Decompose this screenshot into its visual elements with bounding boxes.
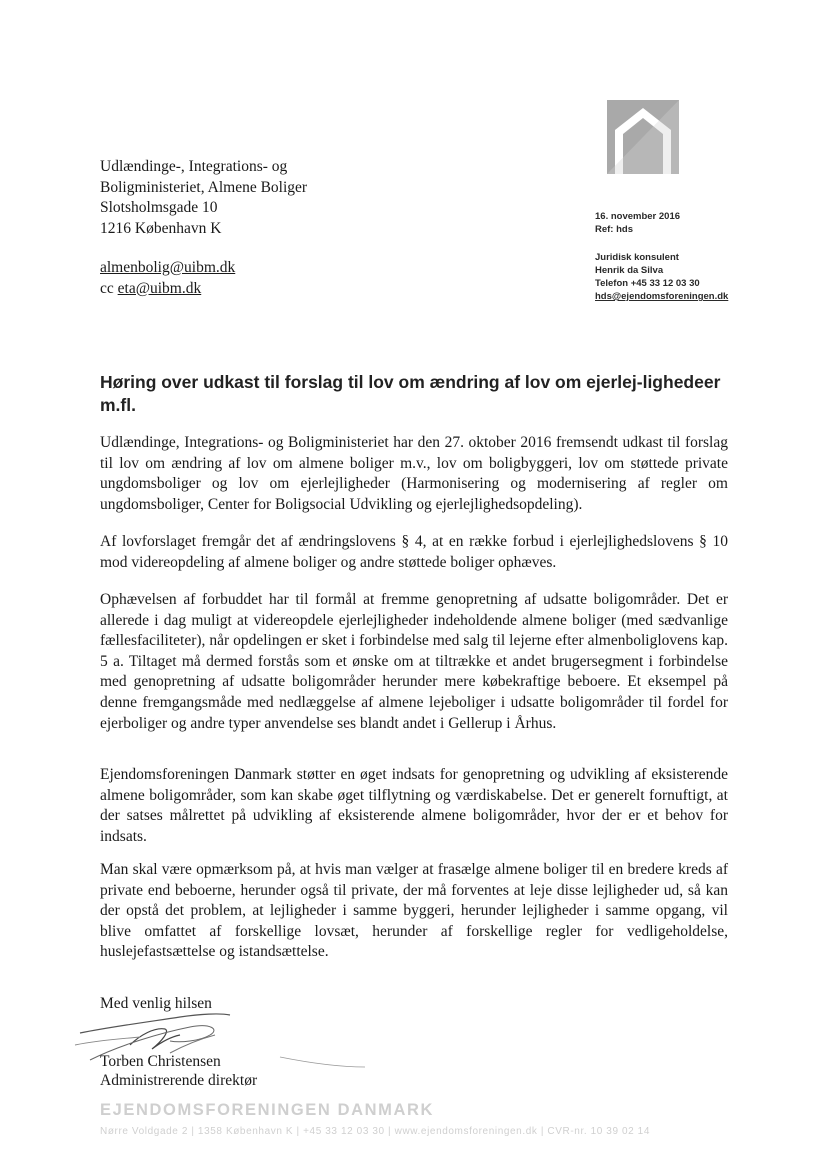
signer-name: Torben Christensen [100,1053,221,1070]
body-paragraph: Af lovforslaget fremgår det af ændringslovens § 4, at en række forbud i ejerlejlighedslovens § 10 mod videreopdeling af almene boliger og andre støttede boliger ophæves. [100,533,728,571]
footer-address: Nørre Voldgade 2 | 1358 København K | +45 33 12 03 30 | www.ejendomsforeningen.dk | CVR-nr. 10 39 02 14 [100,1126,651,1137]
letter-date: 16. november 2016 [595,211,681,222]
cc-prefix: cc [100,279,118,297]
contact-phone: Telefon +45 33 12 03 30 [595,278,700,289]
recipient-line: Slotsholmsgade 10 [100,199,218,216]
footer-organization: EJENDOMSFORENINGEN DANMARK [100,1101,435,1119]
contact-email-link[interactable]: hds@ejendomsforeningen.dk [595,291,729,302]
body-paragraph: Ejendomsforeningen Danmark støtter en øget indsats for genopretning og udvikling af eksisterende almene boligområder, som kan skabe øget tilflytning og værdiskabelse. Det er generelt fornuftigt, at der satses målrettet på udvikling af eksisterende almene boligområder, hvor der er et behov for indsats. [100,766,728,845]
contact-role: Juridisk konsulent [595,252,679,263]
letter-title [100,371,732,417]
letter-ref: Ref: hds [595,224,633,235]
recipient-line: Boligministeriet, Almene Boliger [100,178,308,196]
contact-name: Henrik da Silva [595,265,664,276]
recipient-line: 1216 København K [100,219,222,237]
recipient-line: Udlændinge-, Integrations- og [100,158,288,175]
body-paragraph: Man skal være opmærksom på, at hvis man vælger at frasælge almene boliger til en bredere kreds af private end beboerne, herunder også til private, der må forventes at leje disse lejligheder ud, så kan der opstå det problem, at lejligheder i samme byggeri, herunder lejligheder i samme opgang, vil blive omfattet af forskellige lovsæt, herunder af forskellige regler for vedligeholdelse, huslejefastsættelse og istandsættelse. [100,861,728,961]
recipient-email-link[interactable]: almenbolig@uibm.dk [100,259,236,276]
body-paragraph: Ophævelsen af forbuddet har til formål at fremme genopretning af udsatte boligområder. Det er allerede i dag muligt at videreopdele ejerlejligheder indeholdende almene boliger (med sædvanlige fællesfaciliteter), når opdelingen er sket i forbindelse med salg til lejerne efter almenboliglovens kap. 5 a. Tiltaget må dermed forstås som et ønske om at tiltrække et andet brugersegment i forbindelse med genopretning af udsatte boligområder herunder mere købekraftige beboere. Et eksempel på denne fremgangsmåde med nedlæggelse af almene lejeboliger i udsatte boligområder til fordel for ejerboliger og andre typer anvendelse ses blandt andet i Gellerup i Århus. [100,591,728,732]
recipient-address [100,157,307,239]
cc-email-link[interactable]: eta@uibm.dk [117,279,202,297]
contact-info [595,251,728,303]
signer-title: Administrerende direktør [100,1072,258,1089]
recipient-emails [100,258,235,299]
body-paragraph: Udlændinge, Integrations- og Boligministeriet har den 27. oktober 2016 fremsendt udkast til forslag til lov om ændring af lov om almene boliger m.v., lov om boligbyggeri, lov om støttede private ungdomsboliger og lov om ejerlejligheder (Harmonisering og modernisering af regler om ungdomsboliger, Center for Boligsocial Udvikling og ejerlejlighedsopdeling). [100,434,728,513]
letter-meta [595,210,680,236]
house-logo-icon [607,100,679,174]
letter-title-text: Høring over udkast til forslag til lov om ændring af lov om ejerlej-lighedeer m.fl. [100,372,721,415]
closing-greeting: Med venlig hilsen [100,995,212,1012]
signer-block [100,1052,257,1090]
